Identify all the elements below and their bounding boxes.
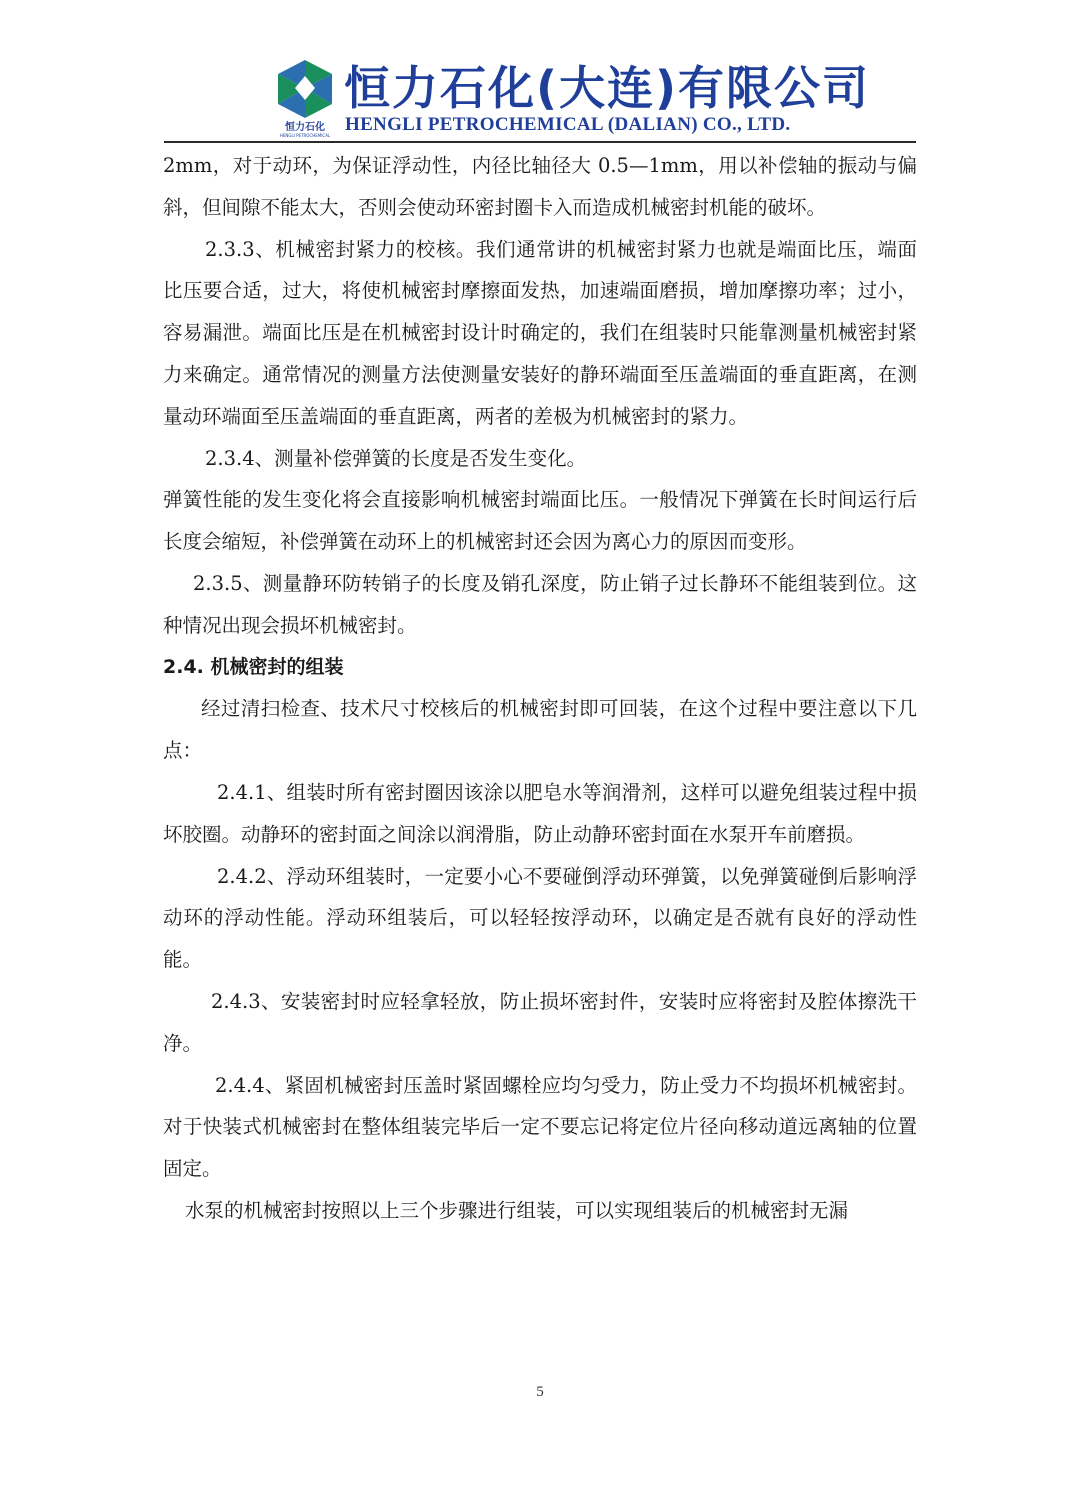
paragraph-2-4-4: 2.4.4、紧固机械密封压盖时紧固螺栓应均匀受力，防止受力不均损坏机械密封。对于快装式机械密封在整体组装完毕后一定不要忘记将定位片径向移动道远离轴的位置固定。 [163, 1073, 917, 1181]
paragraph-2-4-3: 2.4.3、安装密封时应轻拿轻放，防止损坏密封件，安装时应将密封及腔体擦洗干净。 [163, 989, 917, 1055]
paragraph-2-3-4: 2.3.4、测量补偿弹簧的长度是否发生变化。 [205, 446, 587, 470]
header-divider [164, 141, 916, 143]
section-heading-2-4: 2.4. 机械密封的组装 [163, 655, 344, 678]
company-name-en: HENGLI PETROCHEMICAL (DALIAN) CO., LTD. [345, 114, 791, 135]
paragraph-2-3-5: 2.3.5、测量静环防转销子的长度及销孔深度，防止销子过长静环不能组装到位。这种情况出现会损坏机械密封。 [163, 571, 917, 637]
hengli-logo-icon [274, 58, 336, 138]
paragraph-continuation: 2mm，对于动环，为保证浮动性，内径比轴径大 0.5—1mm，用以补偿轴的振动与偏斜，但间隙不能太大，否则会使动环密封圈卡入而造成机械密封机能的破坏。 [163, 154, 917, 219]
paragraph-2-4-1: 2.4.1、组装时所有密封圈因该涂以肥皂水等润滑剂，这样可以避免组装过程中损坏胶圈。动静环的密封面之间涂以润滑脂，防止动静环密封面在水泵开车前磨损。 [163, 780, 917, 846]
logo-caption-en: HENGLI PETROCHEMICAL [279, 133, 331, 138]
paragraph-spring: 弹簧性能的发生变化将会直接影响机械密封端面比压。一般情况下弹簧在长时间运行后长度会缩短，补偿弹簧在动环上的机械密封还会因为离心力的原因而变形。 [163, 488, 917, 554]
paragraph-assembly-intro: 经过清扫检查、技术尺寸校核后的机械密封即可回装，在这个过程中要注意以下几点： [163, 697, 917, 763]
document-body [163, 145, 917, 1232]
page-number: 5 [536, 1384, 544, 1400]
paragraph-2-3-3: 2.3.3、机械密封紧力的校核。我们通常讲的机械密封紧力也就是端面比压，端面比压要合适，过大，将使机械密封摩擦面发热，加速端面磨损，增加摩擦功率；过小，容易漏泄。端面比压是在机械密封设计时确定的，我们在组装时只能靠测量机械密封紧力来确定。通常情况的测量方法使测量安装好的静环端面至压盖端面的垂直距离，在测量动环端面至压盖端面的垂直距离，两者的差极为机械密封的紧力。 [163, 237, 917, 428]
company-name-cn: 恒力石化(大连)有限公司 [344, 61, 871, 115]
paragraph-conclusion: 水泵的机械密封按照以上三个步骤进行组装，可以实现组装后的机械密封无漏 [185, 1198, 849, 1222]
paragraph-2-4-2: 2.4.2、浮动环组装时，一定要小心不要碰倒浮动环弹簧，以免弹簧碰倒后影响浮动环的浮动性能。浮动环组装后，可以轻轻按浮动环，以确定是否就有良好的浮动性能。 [163, 864, 917, 972]
logo-caption: 恒力石化 [285, 122, 325, 133]
letterhead [0, 0, 1080, 148]
